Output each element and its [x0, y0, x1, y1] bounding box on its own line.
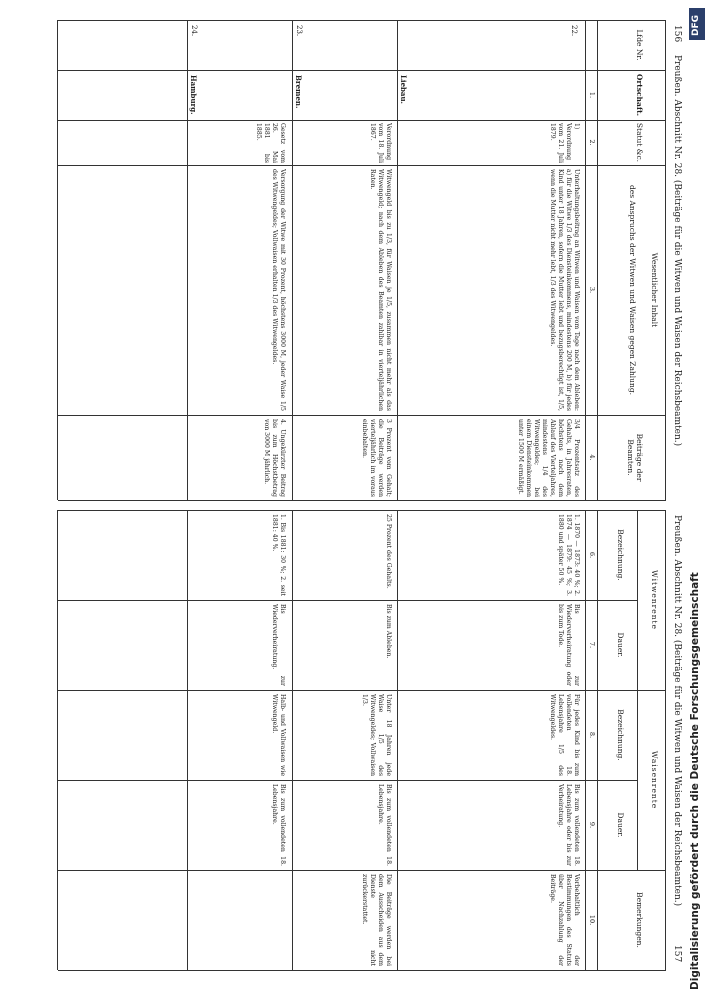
- col-number: 3.: [588, 286, 596, 294]
- col-header-orphan-dur: Dauer.: [616, 812, 625, 838]
- row-number: 22.: [570, 25, 578, 37]
- col-header-remarks: Bemerkungen.: [635, 892, 644, 948]
- col-number: 2.: [588, 139, 596, 146]
- row-orphan-dur: Bis zum vollendeten 18. Lebensjahre oder bis zur Verheiratung.: [557, 784, 580, 866]
- col-header-widow-dur: Dauer.: [616, 632, 625, 658]
- dfg-logo-label: DFG: [691, 14, 701, 36]
- row-remarks: [192, 874, 286, 966]
- row-orphan-desc: Unter 18 Jahren jede Waise 1/5 des Witwengeldes; Vollwaisen 1/3.: [361, 694, 392, 776]
- col-header-row-no: Lfde Nr.: [635, 29, 644, 61]
- row-statute: Verordnung vom 18. Juli 1867.: [369, 123, 392, 163]
- col-header-widow-desc: Bezeichnung.: [616, 529, 625, 581]
- col-number: 8.: [588, 731, 596, 739]
- row-city: Hamburg.: [189, 75, 198, 115]
- dfg-logo: [689, 8, 705, 40]
- row-contribution: 3/4 Prozentsatz des Gehalts, in Jahresraten, höchstens nach dem Ablauf des Vierteljahres, mindestens 1/4 des Witwengeldes; bei einem Diensteinkommen unter 1500 M ermäßigt.: [517, 419, 580, 497]
- row-orphan-dur: Bis zum vollendeten 18. Lebensjahre.: [377, 784, 392, 866]
- row-contribution: 3 Prozent vom Gehalt; die Beiträge werden vierteljährlich im voraus einbehalten.: [361, 419, 392, 497]
- row-content: Unterhaltungsbeitrag an Witwen und Waisen vom Tage nach dem Ableben: a) für die Witwe 1/3 des Diensteinkommens, mindestens 200 M, b) für jedes Kind unter 18 Jahren, sofern die Mutter lebt und bezugsberechtigt ist, 1/5, wenn die Mutter nicht mehr lebt, 1/3 des Witwengeldes.: [549, 169, 580, 411]
- col-header-city: Ortschaft.: [635, 73, 644, 117]
- col-number: 7.: [588, 641, 596, 649]
- col-number: 10.: [588, 914, 596, 926]
- col-header-sub-a: des Anspruchs der Witwen und Waisen gegen Zahlung.: [628, 184, 637, 396]
- row-remarks: Vorbehaltlich der Bestimmungen des Statuts über Nachzahlung der Beiträge.: [549, 874, 580, 966]
- rotated-table-spread: [48, 15, 688, 980]
- row-statute: 1) Verordnung vom 21. Juli 1879.: [549, 123, 580, 163]
- row-number: 23.: [295, 25, 303, 37]
- right-page: [48, 505, 688, 975]
- row-orphan-desc: Für jedes Kind bis zum vollendeten 18. Lebensjahre 1/5 des Witwengeldes.: [549, 694, 580, 776]
- row-widow-dur: Bis zum Ableben.: [385, 604, 392, 659]
- col-number: 1.: [588, 91, 596, 99]
- row-widow-dur: Bis zur Wiederverheiratung oder bis zum Tode.: [557, 604, 580, 686]
- col-header-orphan-desc: Bezeichnung.: [616, 709, 625, 761]
- row-widow-desc: 1. 1870 — 1873: 40 %; 2. 1874 — 1879: 45 %; 3. 1880 und später 50 %.: [557, 514, 580, 596]
- row-orphan-desc: Halb- und Vollwaisen wie Witwengeld.: [271, 694, 286, 776]
- row-contribution: 4. Ungekürzter Beitrag bis zum Höchstbetrag von 3000 M jährlich.: [263, 419, 286, 497]
- row-statute: Gesetz vom 26. Mai 1881 bis 1885.: [255, 123, 286, 163]
- running-head-right: Preußen. Abschnitt Nr. 28. (Beiträge für die Witwen und Waisen der Reichsbeamten.): [672, 515, 682, 907]
- page-number-right: 157: [672, 945, 682, 963]
- col-header-sub-b: Beiträge der Beamten.: [626, 433, 644, 482]
- row-widow-desc: 25 Prozent des Gehalts.: [385, 514, 392, 589]
- row-widow-dur: Bis zur Wiederverheiratung.: [271, 604, 286, 686]
- running-head-left: Preußen. Abschnitt Nr. 28. (Beiträge für die Witwen und Waisen der Reichsbeamten.): [672, 55, 682, 447]
- row-orphan-dur: Bis zum vollendeten 18. Lebensjahre.: [271, 784, 286, 866]
- row-number: 24.: [190, 25, 198, 37]
- row-city: Liebau.: [399, 75, 408, 104]
- row-content: Versorgung der Witwe mit 30 Prozent, höchstens 3000 M, jeder Waise 1/5 des Witwengeldes; Vollwaisen erhalten 1/3 des Witwengeldes.: [271, 169, 286, 411]
- page-number-left: 156: [672, 25, 682, 43]
- col-header-group-orphan: Waisenrente: [650, 750, 659, 810]
- row-widow-desc: 1. Bis 1881: 30 %; 2. seit 1881: 40 %.: [271, 514, 286, 596]
- col-header-main: Wesentlicher Inhalt: [650, 252, 659, 328]
- row-content: Witwengeld bis zu 1/3, für Waisen je 1/5, zusammen nicht mehr als das Witwengeld; nach dem Ableben des Beamten zahlbar in vierteljährlichen Raten.: [369, 169, 392, 411]
- watermark-strip: [685, 0, 707, 1000]
- col-number: 6.: [588, 551, 596, 559]
- row-city: Bremen.: [294, 75, 303, 109]
- watermark-text: Digitalisierung gefördert durch die Deutsche Forschungsgemeinschaft: [689, 572, 701, 990]
- col-header-statute: Statut &c.: [635, 122, 644, 163]
- col-number: 9.: [588, 821, 596, 829]
- row-remarks: Die Beiträge werden bei dem Ausscheiden aus dem Dienste nicht zurückerstattet.: [361, 874, 392, 966]
- col-number: 4.: [588, 454, 596, 461]
- col-header-group-widow: Witwenrente: [650, 570, 659, 630]
